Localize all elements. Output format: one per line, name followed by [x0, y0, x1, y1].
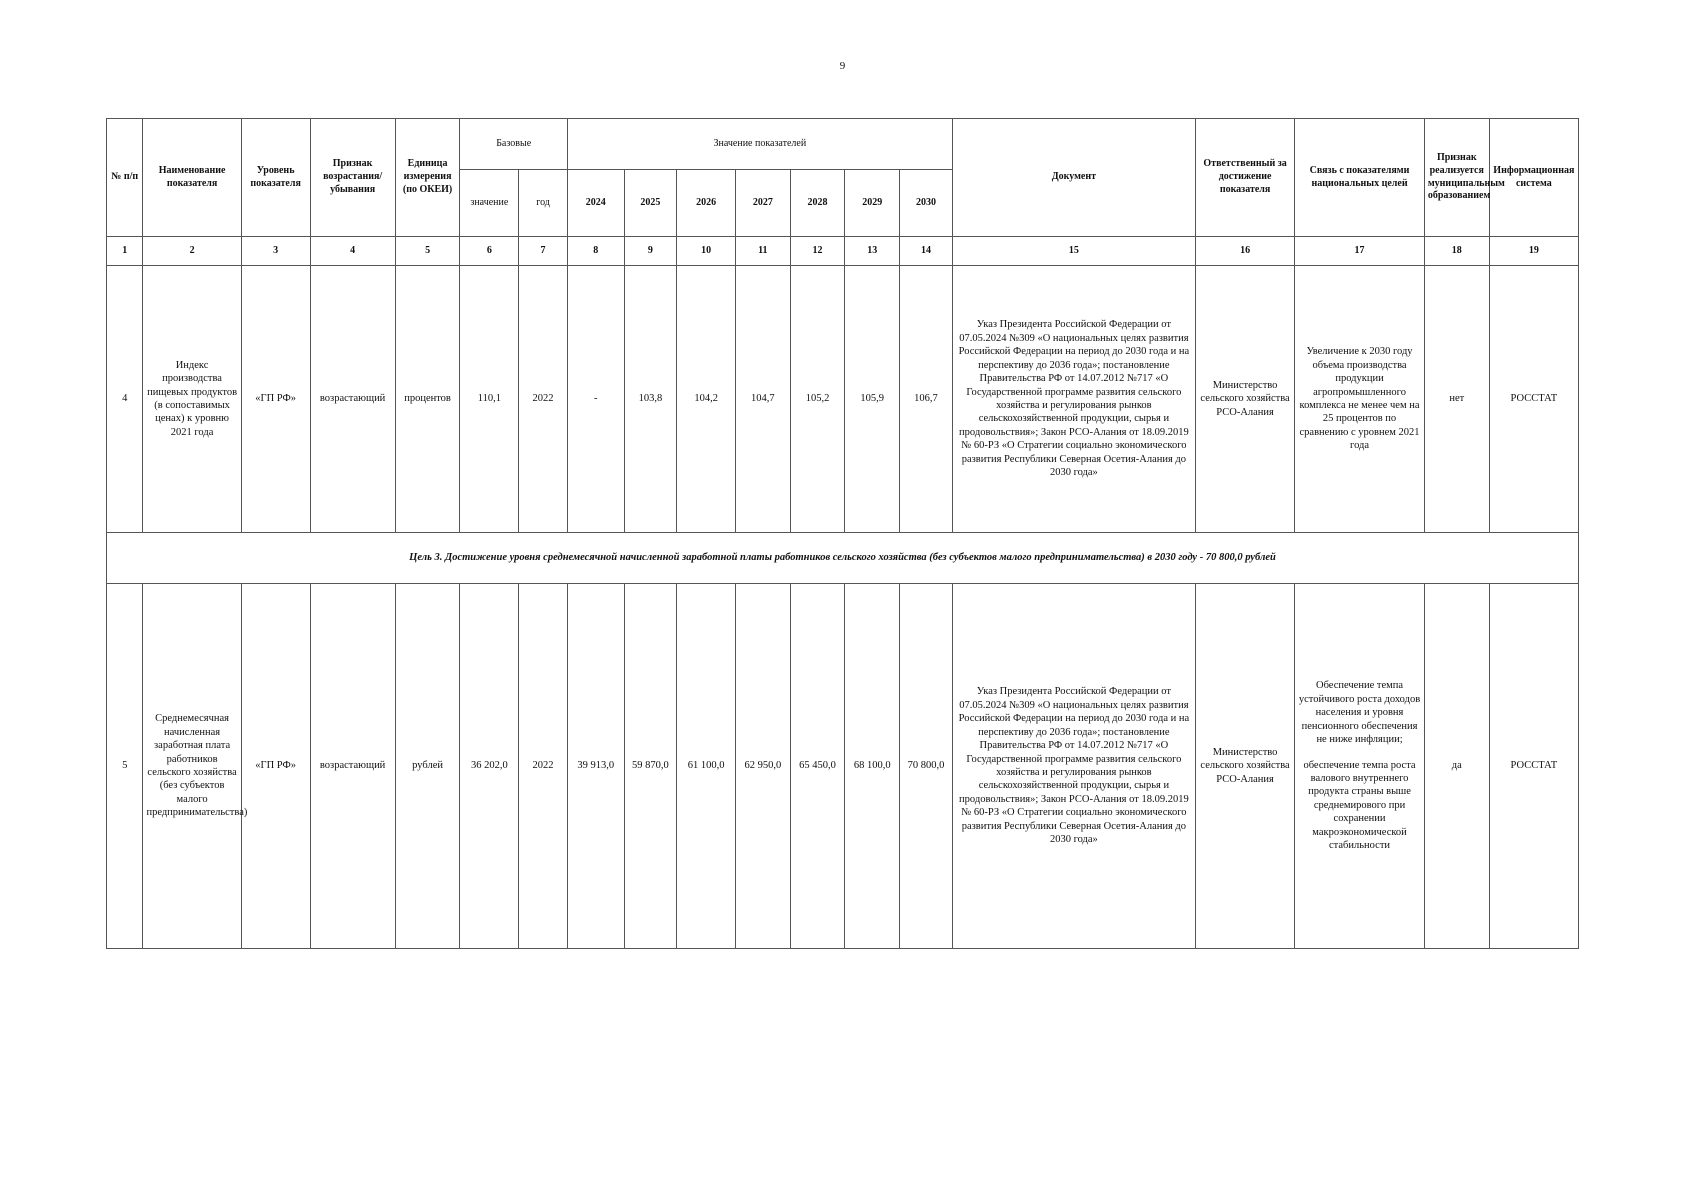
- column-numbers-row: [107, 237, 1579, 266]
- column-number: 5: [395, 237, 460, 266]
- row-base-value: 110,1: [460, 266, 519, 533]
- row-document: Указ Президента Российской Федерации от 07.05.2024 №309 «О национальных целях развития Российской Федерации на период до 2030 года и на перспективу до 2036 года»; постановление Правительства РФ от 14.07.2012 №717 «О Государственной программе развития сельского хозяйства и регулирования рынков сельскохозяйственной продукции, сырья и продовольствия»; Закон РСО-Алания от 18.09.2019 № 60-РЗ «О Стратегии социально экономического развития Республики Северная Осетия-Алания до 2030 года»: [952, 584, 1195, 949]
- header-trend: Признак возрастания/ убывания: [310, 119, 395, 237]
- header-values-group: Значение показателей: [567, 119, 952, 170]
- row-base-year: 2022: [519, 266, 568, 533]
- row-base-value: 36 202,0: [460, 584, 519, 949]
- header-level: Уровень показателя: [241, 119, 310, 237]
- row-unit: процентов: [395, 266, 460, 533]
- header-link: Связь с показателями национальных целей: [1295, 119, 1425, 237]
- column-number: 17: [1295, 237, 1425, 266]
- header-responsible: Ответственный за достижение показателя: [1195, 119, 1294, 237]
- column-number: 7: [519, 237, 568, 266]
- row-value: 105,9: [845, 266, 900, 533]
- row-value: 104,2: [677, 266, 736, 533]
- header-name: Наименование показателя: [143, 119, 241, 237]
- column-number: 2: [143, 237, 241, 266]
- header-infosystem: Информационная система: [1489, 119, 1578, 237]
- column-number: 8: [567, 237, 624, 266]
- row-level: «ГП РФ»: [241, 266, 310, 533]
- table-row: [107, 584, 1579, 949]
- row-num: 4: [107, 266, 143, 533]
- row-level: «ГП РФ»: [241, 584, 310, 949]
- header-unit: Единица измерения (по ОКЕИ): [395, 119, 460, 237]
- header-municipal: Признак реализуется муниципальным образованием: [1424, 119, 1489, 237]
- header-year: 2027: [736, 170, 791, 237]
- column-number: 19: [1489, 237, 1578, 266]
- row-num: 5: [107, 584, 143, 949]
- header-year: 2024: [567, 170, 624, 237]
- row-value: 68 100,0: [845, 584, 900, 949]
- header-year: 2029: [845, 170, 900, 237]
- row-municipal: нет: [1424, 266, 1489, 533]
- column-number: 1: [107, 237, 143, 266]
- indicators-table: [106, 118, 1579, 949]
- row-value: 61 100,0: [677, 584, 736, 949]
- row-value: 104,7: [736, 266, 791, 533]
- table-row: [107, 266, 1579, 533]
- row-base-year: 2022: [519, 584, 568, 949]
- goal-row: [107, 533, 1579, 584]
- row-value: 103,8: [624, 266, 677, 533]
- column-number: 11: [736, 237, 791, 266]
- column-number: 6: [460, 237, 519, 266]
- header-year: 2028: [790, 170, 845, 237]
- header-base-year: год: [519, 170, 568, 237]
- row-value: 65 450,0: [790, 584, 845, 949]
- row-name: Среднемесячная начисленная заработная плата работников сельского хозяйства (без субъектов малого предпринимательства): [143, 584, 241, 949]
- row-link: [1295, 584, 1425, 949]
- row-value: 39 913,0: [567, 584, 624, 949]
- row-link-part: Обеспечение темпа устойчивого роста доходов населения и уровня пенсионного обеспечения не ниже инфляции;: [1298, 680, 1421, 746]
- column-number: 15: [952, 237, 1195, 266]
- row-trend: возрастающий: [310, 266, 395, 533]
- row-value: 70 800,0: [900, 584, 953, 949]
- row-value: 59 870,0: [624, 584, 677, 949]
- row-trend: возрастающий: [310, 584, 395, 949]
- header-base-group: Базовые: [460, 119, 567, 170]
- column-number: 18: [1424, 237, 1489, 266]
- row-unit: рублей: [395, 584, 460, 949]
- row-value: 106,7: [900, 266, 953, 533]
- column-number: 14: [900, 237, 953, 266]
- header-document: Документ: [952, 119, 1195, 237]
- row-value: 105,2: [790, 266, 845, 533]
- row-link: Увеличение к 2030 году объема производства продукции агропромышленного комплекса не менее чем на 25 процентов по сравнению с уровнем 2021 года: [1295, 266, 1425, 533]
- column-number: 10: [677, 237, 736, 266]
- column-number: 16: [1195, 237, 1294, 266]
- header-row-1: [107, 119, 1579, 170]
- row-document: Указ Президента Российской Федерации от 07.05.2024 №309 «О национальных целях развития Российской Федерации на период до 2030 года и на перспективу до 2036 года»; постановление Правительства РФ от 14.07.2012 №717 «О Государственной программе развития сельского хозяйства и регулирования рынков сельскохозяйственной продукции, сырья и продовольствия»; Закон РСО-Алания от 18.09.2019 № 60-РЗ «О Стратегии социально экономического развития Республики Северная Осетия-Алания до 2030 года»: [952, 266, 1195, 533]
- column-number: 3: [241, 237, 310, 266]
- row-responsible: Министерство сельского хозяйства РСО-Алания: [1195, 584, 1294, 949]
- header-year: 2025: [624, 170, 677, 237]
- row-infosystem: РОССТАТ: [1489, 266, 1578, 533]
- row-name: Индекс производства пищевых продуктов (в сопоставимых ценах) к уровню 2021 года: [143, 266, 241, 533]
- row-value: 62 950,0: [736, 584, 791, 949]
- page-number: 9: [839, 60, 846, 72]
- header-base-value: значение: [460, 170, 519, 237]
- row-link-part: обеспечение темпа роста валового внутреннего продукта страны выше среднемирового при сохранении макроэкономической стабильности: [1303, 759, 1416, 852]
- column-number: 4: [310, 237, 395, 266]
- row-municipal: да: [1424, 584, 1489, 949]
- row-responsible: Министерство сельского хозяйства РСО-Алания: [1195, 266, 1294, 533]
- row-value: -: [567, 266, 624, 533]
- header-year: 2030: [900, 170, 953, 237]
- column-number: 13: [845, 237, 900, 266]
- header-num: № п/п: [107, 119, 143, 237]
- column-number: 9: [624, 237, 677, 266]
- row-infosystem: РОССТАТ: [1489, 584, 1578, 949]
- column-number: 12: [790, 237, 845, 266]
- header-year: 2026: [677, 170, 736, 237]
- goal-text: Цель 3. Достижение уровня среднемесячной начисленной заработной платы работников сельского хозяйства (без субъектов малого предпринимательства) в 2030 году - 70 800,0 рублей: [107, 533, 1579, 584]
